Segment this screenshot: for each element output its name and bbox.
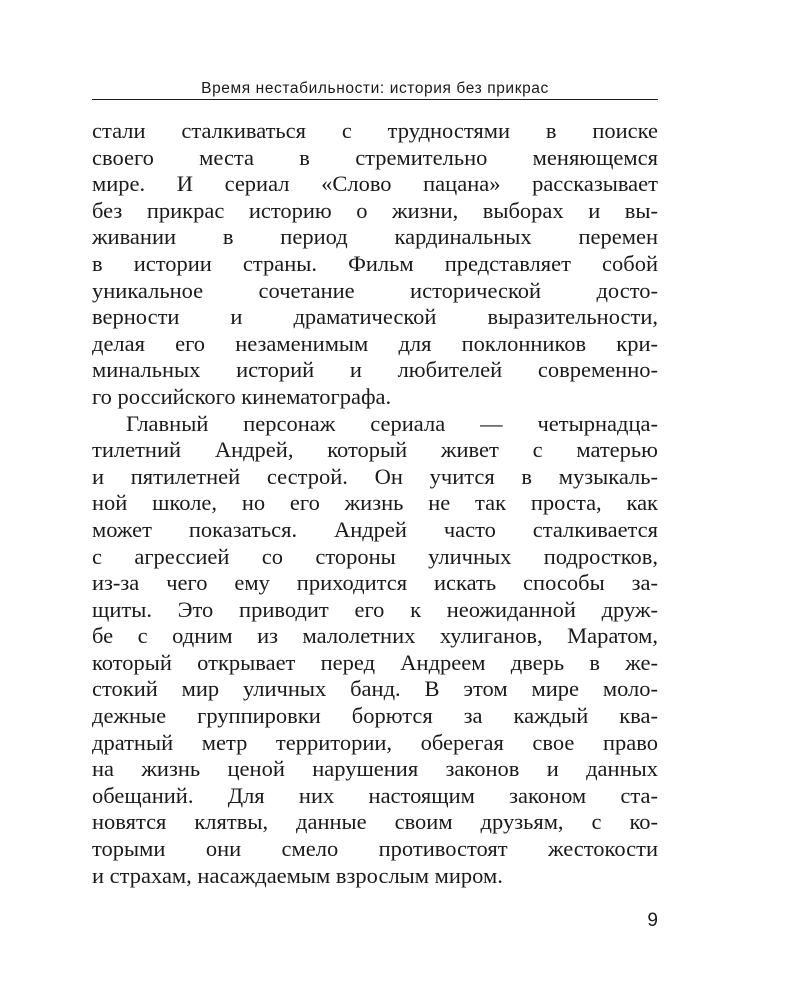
text-line: из-за чего ему приходится искать способы за- bbox=[92, 570, 658, 596]
text-line: стокий мир уличных банд. В этом мире моло- bbox=[92, 676, 658, 702]
text-line: новятся клятвы, данные своим друзьям, с ко- bbox=[92, 809, 658, 835]
paragraph-2 bbox=[92, 411, 658, 890]
paragraph-1 bbox=[92, 118, 658, 411]
text-line: дежные группировки борются за каждый ква- bbox=[92, 703, 658, 729]
text-line: го российского кинематографа. bbox=[92, 383, 392, 409]
text-line: тилетний Андрей, который живет с матерью bbox=[92, 437, 658, 463]
text-line: своего места в стремительно меняющемся bbox=[92, 144, 658, 170]
text-line: торыми они смело противостоят жестокости bbox=[92, 836, 658, 862]
text-line: может показаться. Андрей часто сталкивается bbox=[92, 516, 658, 542]
text-line: дратный метр территории, оберегая свое право bbox=[92, 729, 658, 755]
text-line: уникальное сочетание исторической досто- bbox=[92, 277, 658, 303]
text-line: Главный персонаж сериала — четырнадца- bbox=[126, 410, 658, 436]
text-line: минальных историй и любителей современно- bbox=[92, 357, 658, 383]
text-line: мире. И сериал «Слово пацана» рассказывает bbox=[92, 171, 658, 197]
text-line: стали сталкиваться с трудностями в поиске bbox=[92, 118, 658, 143]
text-line: верности и драматической выразительности, bbox=[92, 304, 658, 330]
text-line: и страхам, насаждаемым взрослым миром. bbox=[92, 862, 503, 888]
text-line: живании в период кардинальных перемен bbox=[92, 224, 658, 250]
text-line: делая его незаменимым для поклонников кри- bbox=[92, 330, 658, 356]
text-line: обещаний. Для них настоящим законом ста- bbox=[92, 782, 658, 808]
text-line: без прикрас историю о жизни, выборах и вы- bbox=[92, 197, 658, 223]
body-text bbox=[92, 118, 658, 889]
running-head: Время нестабильности: история без прикрас bbox=[201, 80, 549, 97]
text-line: на жизнь ценой нарушения законов и данных bbox=[92, 756, 658, 782]
text-line: ной школе, но его жизнь не так проста, как bbox=[92, 490, 658, 516]
text-line: в истории страны. Фильм представляет собой bbox=[92, 250, 658, 276]
text-line: бе с одним из малолетних хулиганов, Маратом, bbox=[92, 623, 658, 649]
text-line: щиты. Это приводит его к неожиданной друж- bbox=[92, 596, 658, 622]
text-line: с агрессией со стороны уличных подростков, bbox=[92, 543, 658, 569]
text-line: который открывает перед Андреем дверь в же- bbox=[92, 649, 658, 675]
header-rule bbox=[92, 99, 658, 100]
text-line: и пятилетней сестрой. Он учится в музыкаль- bbox=[92, 463, 658, 489]
page-number: 9 bbox=[647, 910, 658, 931]
